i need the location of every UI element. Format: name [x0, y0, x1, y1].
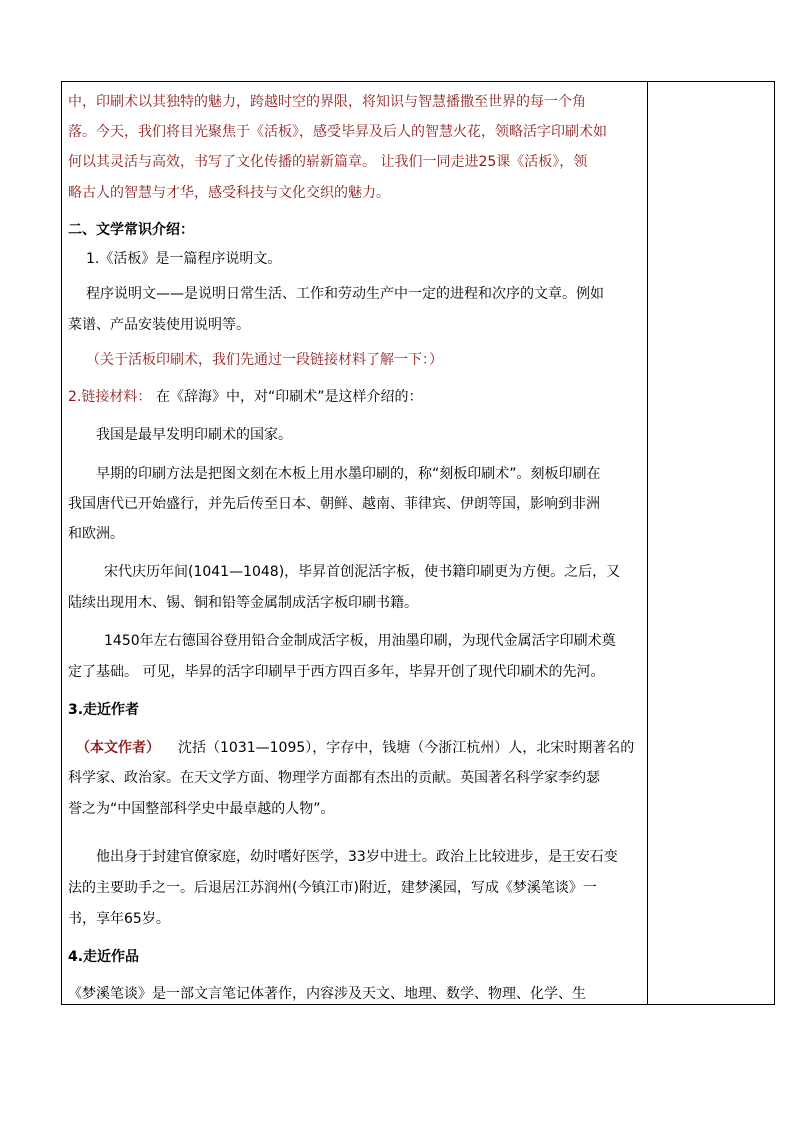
text-line: 法的主要助手之一。后退居江苏润州(今镇江市)附近，建梦溪园，写成《梦溪笔谈》一: [68, 880, 597, 896]
text-line: 誉之为“中国整部科学史中最卓越的人物”。: [68, 801, 335, 817]
text-line: 定了基础。 可见，毕昇的活字印刷早于西方四百多年，毕昇开创了现代印刷术的先河。: [68, 664, 605, 680]
text-line: 沈括（1031—1095），字存中，钱塘（今浙江杭州）人，北宋时期著名的: [178, 740, 635, 756]
text-line: 和欧洲。: [68, 526, 124, 542]
section-heading: 二、文学常识介绍：: [68, 222, 194, 238]
text-line: 菜谱、产品安装使用说明等。: [68, 317, 250, 333]
text-line: 早期的印刷方法是把图文刻在木板上用水墨印刷的，称“刻板印刷术”。刻板印刷在: [96, 466, 601, 482]
text-line: 他出身于封建官僚家庭，幼时嗜好医学，33岁中进士。政治上比较进步，是王安石变: [96, 849, 618, 865]
text-line: 在《辞海》中，对“印刷术”是这样介绍的：: [156, 389, 423, 405]
text-line: 书，享年65岁。: [68, 911, 170, 927]
text-line: 《梦溪笔谈》是一部文言笔记体著作，内容涉及天文、地理、数学、物理、化学、生: [68, 986, 586, 1002]
column-divider: [647, 82, 648, 1004]
text-line: 科学家、政治家。在天文学方面、物理学方面都有杰出的贡献。英国著名科学家李约瑟: [68, 770, 600, 786]
text-line: 略古人的智慧与才华，感受科技与文化交织的魅力。: [68, 185, 390, 201]
text-line: 程序说明文——是说明日常生活、工作和劳动生产中一定的进程和次序的文章。例如: [86, 286, 604, 302]
text-line: 宋代庆历年间(1041—1048)，毕昇首创泥活字板，使书籍印刷更为方便。之后，又: [104, 564, 621, 580]
author-label: （本文作者）: [76, 740, 160, 756]
section-heading: 3.走近作者: [68, 702, 140, 718]
text-line: 落。今天，我们将目光聚焦于《活板》，感受毕昇及后人的智慧火花，领略活字印刷术如: [68, 124, 607, 140]
content-table: [61, 81, 775, 1005]
text-line: 1.《活板》是一篇程序说明文。: [86, 251, 282, 267]
text-line: 我国是最早发明印刷术的国家。: [96, 427, 292, 443]
text-line: 何以其灵活与高效，书写了文化传播的崭新篇章。 让我们一同走进25课《活板》，领: [68, 154, 588, 170]
text-line: （关于活板印刷术，我们先通过一段链接材料了解一下：）: [86, 352, 443, 368]
text-line: 陆续出现用木、锡、铜和铅等金属制成活字板印刷书籍。: [68, 595, 418, 611]
text-line: 中，印刷术以其独特的魅力，跨越时空的界限，将知识与智慧播撒至世界的每一个角: [68, 94, 586, 110]
section-heading: 4.走近作品: [68, 949, 140, 965]
text-line-label: 2.链接材料：: [68, 389, 152, 405]
text-line: 1450年左右德国谷登用铅合金制成活字板，用油墨印刷，为现代金属活字印刷术奠: [104, 633, 616, 649]
text-line: 我国唐代已开始盛行，并先后传至日本、朝鲜、越南、菲律宾、伊朗等国，影响到非洲: [68, 496, 600, 512]
